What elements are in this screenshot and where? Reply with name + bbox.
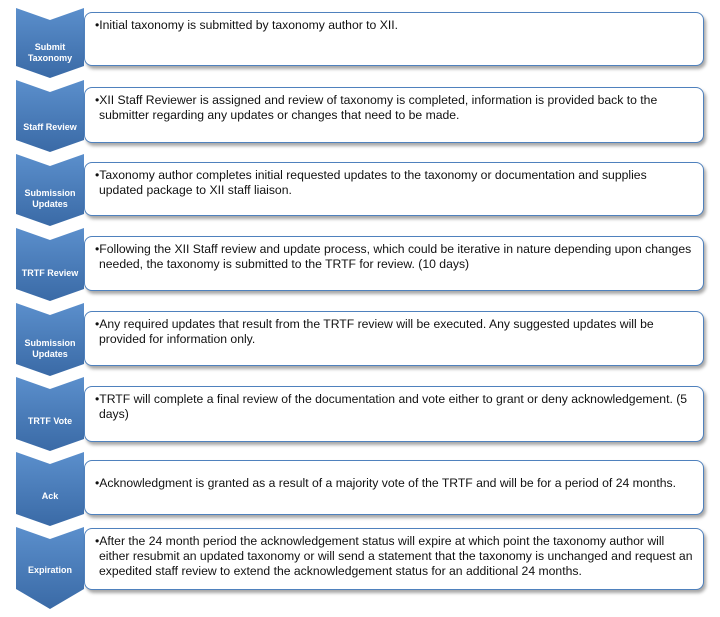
step-label: Submit Taxonomy <box>27 42 73 63</box>
step-chevron <box>16 8 84 78</box>
step-description: •XII Staff Reviewer is assigned and review of taxonomy is completed, information is provided back to the submitter regarding any updates or changes that need to be made. <box>95 93 658 122</box>
step-description-box <box>84 311 704 366</box>
step-label: Expiration <box>27 565 72 575</box>
step-chevron <box>16 452 84 526</box>
step-label: Ack <box>41 491 59 501</box>
step-label: Submission Updates <box>24 338 76 359</box>
step-chevron <box>16 80 84 152</box>
chevron-shape <box>16 452 84 526</box>
chevron-shape <box>16 80 84 152</box>
chevron-shape <box>16 228 84 301</box>
step-description-box <box>84 236 704 291</box>
step-description-box <box>84 87 704 143</box>
step-description: •Taxonomy author completes initial requested updates to the taxonomy or documentation and supplies updated package to XII staff liaison. <box>95 168 647 197</box>
step-description-box <box>84 12 704 66</box>
step-description: •Any required updates that result from the TRTF review will be executed. Any suggested updates will be provided for information only. <box>95 317 654 346</box>
step-chevron <box>16 377 84 451</box>
step-description-box <box>84 460 704 515</box>
step-description: •Following the XII Staff review and update process, which could be iterative in nature depending upon changes needed, the taxonomy is submitted to the TRTF for review. (10 days) <box>95 242 692 271</box>
step-description-box <box>84 386 704 442</box>
step-chevron <box>16 303 84 376</box>
step-label: Staff Review <box>23 122 77 132</box>
chevron-shape <box>16 377 84 451</box>
step-chevron <box>16 154 84 226</box>
step-label: Submission Updates <box>24 188 76 209</box>
step-description: •Acknowledgment is granted as a result of a majority vote of the TRTF and will be for a period of 24 months. <box>95 476 676 490</box>
step-label: TRTF Vote <box>27 416 73 426</box>
step-description-box <box>84 162 704 216</box>
step-description: •After the 24 month period the acknowledgement status will expire at which point the taxonomy author will either resubmit an updated taxonomy or will send a statement that the taxonomy is unchanged and request an expedited staff review to extend the acknowledgement status for an additional 24 months. <box>95 534 693 578</box>
step-chevron <box>16 228 84 301</box>
step-description: •TRTF will complete a final review of the documentation and vote either to grant or deny acknowledgement. (5 days) <box>95 392 688 421</box>
step-chevron <box>16 527 84 609</box>
step-description: •Initial taxonomy is submitted by taxonomy author to XII. <box>95 18 399 32</box>
step-label: TRTF Review <box>21 268 79 278</box>
step-description-box <box>84 528 704 590</box>
